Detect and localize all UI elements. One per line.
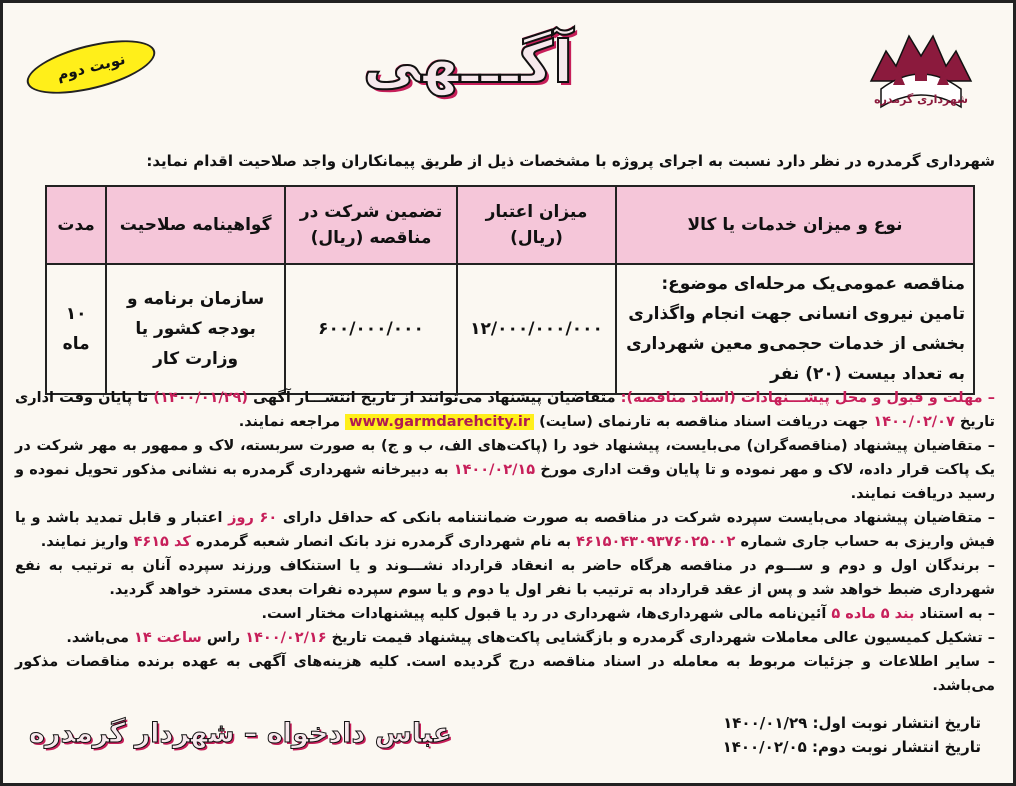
condition-text: راس: [201, 630, 246, 646]
mayor-signature: عباس دادخواه – شهردار گرمدره: [29, 718, 452, 749]
header-guarantee: تضمین شرکت در مناقصه (ریال): [285, 186, 457, 264]
publish-date: (۱۴۰۰/۰۱/۲۹): [153, 390, 249, 406]
first-publication-date: تاریخ انتشار نوبت اول: ۱۴۰۰/۰۱/۲۹: [723, 714, 981, 732]
condition-regulation: [15, 602, 995, 626]
second-publication-badge: نوبت دوم: [22, 30, 161, 105]
condition-text: – تشکیل کمیسیون عالی معاملات شهرداری گرمدره و بازگشایی پاکت‌های پیشنهاد قیمت تاریخ: [326, 630, 995, 646]
condition-opening: [15, 626, 995, 650]
cell-certificate: سازمان برنامه و بودجه کشور یا وزارت کار: [106, 264, 285, 394]
header-budget: میزان اعتبار (ریال): [457, 186, 616, 264]
cell-guarantee: ۶۰۰/۰۰۰/۰۰۰: [285, 264, 457, 394]
cell-budget: ۱۲/۰۰۰/۰۰۰/۰۰۰: [457, 264, 616, 394]
guarantee-days: ۶۰ روز: [228, 510, 278, 526]
condition-text: می‌باشد.: [66, 630, 135, 646]
header-certificate: گواهینامه صلاحیت: [106, 186, 285, 264]
conditions-list: [15, 386, 995, 698]
account-number: ۴۶۱۵۰۴۳۰۹۳۷۶۰۲۵۰۰۲: [576, 534, 736, 550]
condition-text: – متقاضیان پیشنهاد (مناقصه‌گران) می‌بایست، پیشنهاد خود را (پاکت‌های الف، ب و ج) به صورت سربسته، لاک و ممهور به مهر شرکت در یک پاکت قرار داده، لاک و مهر نموده و تا پایان وقت اداری مورخ: [15, 438, 996, 478]
second-publication-date: تاریخ انتشار نوبت دوم: ۱۴۰۰/۰۲/۰۵: [722, 738, 981, 756]
cell-duration: ۱۰ ماه: [46, 264, 106, 394]
condition-deposit: [15, 506, 995, 554]
submission-date: ۱۴۰۰/۰۲/۱۵: [453, 462, 536, 478]
condition-deadline: [15, 386, 995, 434]
condition-text: جهت دریافت اسناد مناقصه به تارنمای (سایت): [534, 414, 874, 430]
branch-code: کد ۴۶۱۵: [133, 534, 191, 550]
condition-other: – سایر اطلاعات و جزئیات مربوط به معامله در اسناد مناقصه درج گردیده است. کلیه هزینه‌های آگهی به عهده برنده مناقصات مذکور می‌باشد.: [15, 654, 995, 694]
tender-table: [45, 185, 975, 395]
website-link[interactable]: www.garmdarehcity.ir: [345, 414, 534, 430]
advertisement-title: آگـــهی: [362, 28, 573, 96]
condition-text: – متقاضیان پیشنهاد می‌بایست سپرده شرکت در مناقصه به صورت ضمانتنامه بانکی که حداقل دارای: [277, 510, 995, 526]
condition-text: آئین‌نامه مالی شهرداری‌ها، شهرداری در رد یا قبول کلیه پیشنهادات مختار است.: [261, 606, 832, 622]
condition-text: واریز نمایند.: [40, 534, 134, 550]
header-duration: مدت: [46, 186, 106, 264]
regulation-article: بند ۵ ماده ۵: [831, 606, 915, 622]
publication-dates: [723, 711, 981, 759]
opening-time: ساعت ۱۴: [134, 630, 202, 646]
condition-text: – به استناد: [914, 606, 995, 622]
header-service-type: نوع و میزان خدمات یا کالا: [616, 186, 974, 264]
table-row: [46, 264, 974, 394]
intro-text: شهرداری گرمدره در نظر دارد نسبت به اجرای پروژه با مشخصات ذیل از طریق پیمانکاران واجد صلاحیت اقدام نماید:: [146, 152, 995, 170]
condition-text: متقاضیان پیشنهاد می‌توانند از تاریخ انتشـــار آگهی: [248, 390, 621, 406]
condition-text: به نام شهرداری گرمدره نزد بانک انصار شعبه گرمدره: [190, 534, 577, 550]
condition-text: اعتبار و قابل تمدید باشد و یا فیش واریزی به حساب جاری شماره: [15, 510, 995, 550]
cell-service-type: مناقصه عمومی‌یک مرحله‌ای موضوع: تامین نیروی انسانی جهت انجام واگذاری بخشی از خدمات حجمی‌و معین شهرداری به تعداد بیست (۲۰) نفر: [616, 264, 974, 394]
condition-submission: [15, 434, 995, 506]
condition-text: به دبیرخانه شهرداری گرمدره به نشانی مذکور تحویل نموده و رسید دریافت نمایند.: [15, 462, 995, 502]
svg-text:شهرداری گرمدره: شهرداری گرمدره: [874, 93, 968, 106]
condition-winners: – برندگان اول و دوم و ســـوم در مناقصه هرگاه حاضر به انعقاد قرارداد نشـــوند و یا استنکاف ورزند سپرده آنان به ترتیب به نفع شهرداری ضبط خواهد شد و پس از عقد قرارداد به ترتیب با نفر اول یا دوم و یا سوم سپرده نفرات بعدی مسترد خواهد گردید.: [15, 558, 995, 598]
table-header-row: [46, 186, 974, 264]
condition-text: مراجعه نمایند.: [238, 414, 346, 430]
condition-text: تا پایان وقت اداری تاریخ: [15, 390, 995, 430]
opening-date: ۱۴۰۰/۰۲/۱۶: [245, 630, 327, 646]
municipality-logo: [851, 11, 991, 121]
deadline-date: ۱۴۰۰/۰۲/۰۷: [873, 414, 955, 430]
condition-deadline-heading: – مهلت و قبول و محل پیشـــنهادات (اسناد مناقصه):: [620, 390, 995, 406]
